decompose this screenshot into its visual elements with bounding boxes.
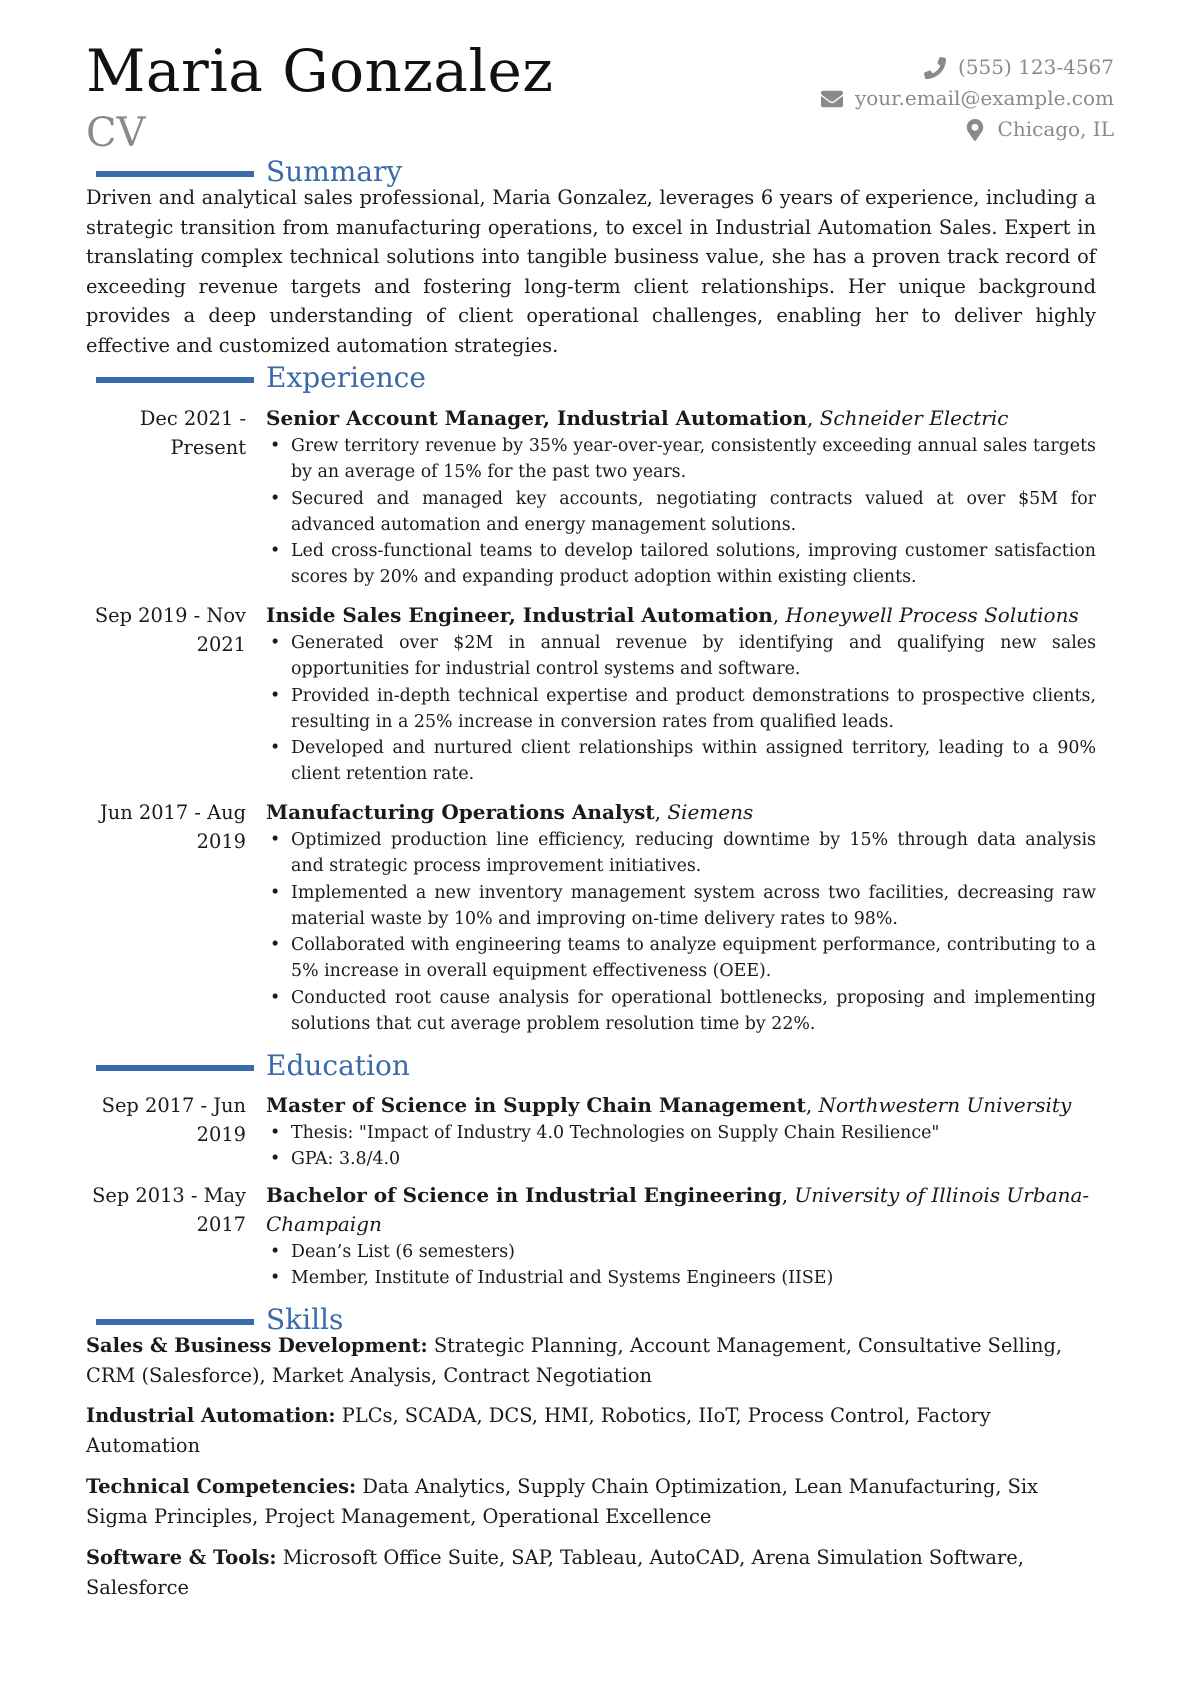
skill-list: Data Analytics, Supply Chain Optimization, Lean Manufacturing, Six Sigma Principles, Project Management, Operational Excellence xyxy=(86,1475,1039,1528)
contact-phone xyxy=(821,52,1114,83)
skill-list: PLCs, SCADA, DCS, HMI, Robotics, IIoT, Process Control, Factory Automation xyxy=(86,1404,991,1457)
bullet-item: • Thesis: "Impact of Industry 4.0 Technologies on Supply Chain Resilience" xyxy=(266,1120,1096,1146)
entry-role: Senior Account Manager, Industrial Automation xyxy=(266,406,808,430)
entry-bullets xyxy=(266,1239,1096,1292)
section-accent-bar xyxy=(96,171,254,177)
entry-bullets xyxy=(266,827,1096,1037)
skill-category: Sales & Business Development: xyxy=(86,1334,428,1357)
skill-row xyxy=(86,1472,1096,1531)
bullet-item: • Provided in-depth technical expertise and product demonstrations to prospective clients, resulting in a 25% increase in conversion rates from qualified leads. xyxy=(266,683,1096,736)
bullet-item: • Secured and managed key accounts, negotiating contracts valued at over $5M for advanced automation and energy management solutions. xyxy=(266,486,1096,539)
skill-row xyxy=(86,1331,1096,1390)
phone-text: (555) 123-4567 xyxy=(958,55,1114,79)
entry-body xyxy=(266,1181,1096,1292)
experience-heading xyxy=(96,361,426,395)
bullet-item: • Optimized production line efficiency, reducing downtime by 15% through data analysis and strategic process improvement initiatives. xyxy=(266,827,1096,880)
contact-email xyxy=(821,83,1114,114)
entry-institution: Northwestern University xyxy=(818,1093,1072,1117)
contact-location xyxy=(821,114,1114,145)
entry-organization: Siemens xyxy=(667,800,754,824)
section-accent-bar xyxy=(96,377,254,383)
bullet-item: • Member, Institute of Industrial and Systems Engineers (IISE) xyxy=(266,1265,1096,1291)
phone-icon xyxy=(924,57,946,79)
section-accent-bar xyxy=(96,1065,254,1071)
section-title: Summary xyxy=(266,155,403,188)
entry-title: Inside Sales Engineer, Industrial Automation, Honeywell Process Solutions xyxy=(266,603,1079,627)
skill-category: Technical Competencies: xyxy=(86,1475,357,1498)
entry-role: Inside Sales Engineer, Industrial Automation xyxy=(266,603,773,627)
bullet-item: • Conducted root cause analysis for operational bottlenecks, proposing and implementing solutions that cut average problem resolution time by 22%. xyxy=(266,985,1096,1038)
skill-category: Industrial Automation: xyxy=(86,1404,336,1427)
skill-row xyxy=(86,1543,1096,1602)
entry-title: Bachelor of Science in Industrial Engineering, University of Illinois Urbana-Champaign xyxy=(266,1183,1090,1236)
section-title: Education xyxy=(266,1049,410,1082)
bullet-item: • GPA: 3.8/4.0 xyxy=(266,1146,1096,1172)
bullet-item: • Collaborated with engineering teams to analyze equipment performance, contributing to a 5% increase in overall equipment effectiveness (OEE). xyxy=(266,932,1096,985)
entry-organization: Honeywell Process Solutions xyxy=(785,603,1079,627)
entry-date: Sep 2019 - Nov 2021 xyxy=(94,604,246,656)
entry-degree: Master of Science in Supply Chain Management xyxy=(266,1093,806,1117)
entry-institution: University of Illinois Urbana-Champaign xyxy=(266,1183,1090,1236)
section-accent-bar xyxy=(96,1319,254,1325)
bullet-item: • Generated over $2M in annual revenue by identifying and qualifying new sales opportunities for industrial control systems and software. xyxy=(266,630,1096,683)
entry-title: Manufacturing Operations Analyst, Siemens xyxy=(266,800,754,824)
skill-list: Strategic Planning, Account Management, Consultative Selling, CRM (Salesforce), Market Analysis, Contract Negotiation xyxy=(86,1334,1063,1387)
skill-row xyxy=(86,1401,1096,1460)
entry-date: Sep 2017 - Jun 2019 xyxy=(101,1094,246,1146)
entry-date: Sep 2013 - May 2017 xyxy=(92,1184,246,1236)
bullet-item: • Grew territory revenue by 35% year-over-year, consistently exceeding annual sales targets by an average of 15% for the past two years. xyxy=(266,433,1096,486)
entry-bullets xyxy=(266,433,1096,591)
entry-bullets xyxy=(266,630,1096,788)
email-text[interactable]: your.email@example.com xyxy=(854,86,1114,110)
entry-body xyxy=(266,798,1096,1037)
entry-date: Dec 2021 - Present xyxy=(139,407,246,459)
section-title: Experience xyxy=(266,361,426,394)
location-text: Chicago, IL xyxy=(997,117,1114,141)
candidate-name: Maria Gonzalez xyxy=(86,37,554,105)
entry-body xyxy=(266,1091,1096,1173)
entry-body xyxy=(266,601,1096,788)
entry-title: Master of Science in Supply Chain Management, Northwestern University xyxy=(266,1093,1072,1117)
section-title: Skills xyxy=(266,1303,344,1336)
document-subtitle: CV xyxy=(86,110,146,156)
entry-title: Senior Account Manager, Industrial Automation, Schneider Electric xyxy=(266,406,1009,430)
entry-date: Jun 2017 - Aug 2019 xyxy=(99,801,246,853)
education-heading xyxy=(96,1049,410,1083)
entry-role: Manufacturing Operations Analyst xyxy=(266,800,655,824)
entry-organization: Schneider Electric xyxy=(819,406,1009,430)
bullet-item: • Led cross-functional teams to develop tailored solutions, improving customer satisfaction scores by 20% and expanding product adoption within existing clients. xyxy=(266,538,1096,591)
entry-bullets xyxy=(266,1120,1096,1173)
entry-body xyxy=(266,404,1096,591)
bullet-item: • Implemented a new inventory management system across two facilities, decreasing raw material waste by 10% and improving on-time delivery rates to 98%. xyxy=(266,880,1096,933)
entry-degree: Bachelor of Science in Industrial Engineering xyxy=(266,1183,782,1207)
bullet-item: • Dean’s List (6 semesters) xyxy=(266,1239,1096,1265)
map-marker-icon xyxy=(964,119,986,141)
summary-text: Driven and analytical sales professional, Maria Gonzalez, leverages 6 years of experience, including a strategic transition from manufacturing operations, to excel in Industrial Automation Sales. Expert in translating complex technical solutions into tangible business value, she has a proven track record of exceeding revenue targets and fostering long-term client relationships. Her unique background provides a deep understanding of client operational challenges, enabling her to deliver highly effective and customized automation strategies. xyxy=(86,186,1096,357)
envelope-icon xyxy=(821,88,843,110)
skill-list: Microsoft Office Suite, SAP, Tableau, AutoCAD, Arena Simulation Software, Salesforce xyxy=(86,1546,1024,1599)
skill-category: Software & Tools: xyxy=(86,1546,277,1569)
bullet-item: • Developed and nurtured client relationships within assigned territory, leading to a 90% client retention rate. xyxy=(266,735,1096,788)
contact-info xyxy=(821,52,1114,145)
